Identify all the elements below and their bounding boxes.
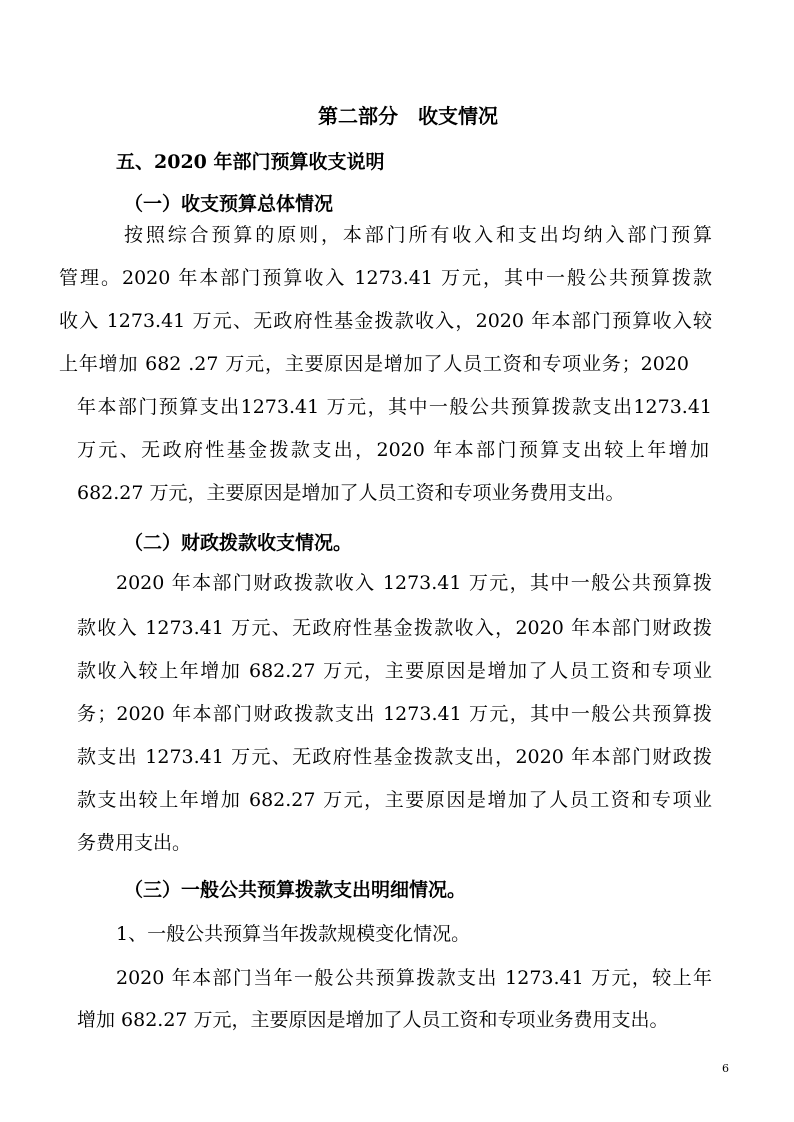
paragraph-line: 万元、无政府性基金拨款支出，2020 年本部门预算支出较上年增加 — [77, 439, 709, 461]
paragraph-line: 收入 1273.41 万元、无政府性基金拨款收入，2020 年本部门预算收入较 — [59, 310, 712, 332]
paragraph-line: 款收入较上年增加 682.27 万元，主要原因是增加了人员工资和专项业 — [77, 660, 712, 682]
paragraph-line: 款支出较上年增加 682.27 万元，主要原因是增加了人员工资和专项业 — [77, 789, 712, 811]
subsection-heading-2: （二）财政拨款收支情况。 — [124, 532, 353, 554]
page-title: 第二部分 收支情况 — [318, 104, 498, 128]
subsection-heading-3: （三）一般公共预算拨款支出明细情况。 — [124, 879, 467, 901]
paragraph-line: 务；2020 年本部门财政拨款支出 1273.41 万元，其中一般公共预算拨 — [77, 703, 712, 725]
page-number: 6 — [722, 1062, 729, 1075]
paragraph-line: 务费用支出。 — [77, 832, 192, 854]
paragraph-line: 款支出 1273.41 万元、无政府性基金拨款支出，2020 年本部门财政拨 — [77, 746, 712, 768]
section-heading: 五、2020 年部门预算收支说明 — [116, 151, 385, 173]
paragraph-line: 上年增加 682 .27 万元，主要原因是增加了人员工资和专项业务；2020 — [59, 353, 689, 375]
paragraph-line: 款收入 1273.41 万元、无政府性基金拨款收入，2020 年本部门财政拨 — [77, 617, 712, 639]
paragraph-line: 2020 年本部门财政拨款收入 1273.41 万元，其中一般公共预算拨 — [116, 572, 712, 594]
subsection-heading-1: （一）收支预算总体情况 — [124, 193, 334, 215]
paragraph-line: 管理。2020 年本部门预算收入 1273.41 万元，其中一般公共预算拨款 — [59, 267, 712, 289]
paragraph-line: 年本部门预算支出1273.41 万元，其中一般公共预算拨款支出1273.41 — [77, 396, 712, 418]
paragraph-line: 增加 682.27 万元，主要原因是增加了人员工资和专项业务费用支出。 — [77, 1009, 669, 1031]
paragraph-line: 2020 年本部门当年一般公共预算拨款支出 1273.41 万元，较上年 — [116, 967, 712, 989]
paragraph-line: 682.27 万元，主要原因是增加了人员工资和专项业务费用支出。 — [77, 482, 625, 504]
paragraph-line: 按照综合预算的原则，本部门所有收入和支出均纳入部门预算 — [124, 224, 712, 246]
item-heading-1: 1、一般公共预算当年拨款规模变化情况。 — [116, 923, 471, 945]
